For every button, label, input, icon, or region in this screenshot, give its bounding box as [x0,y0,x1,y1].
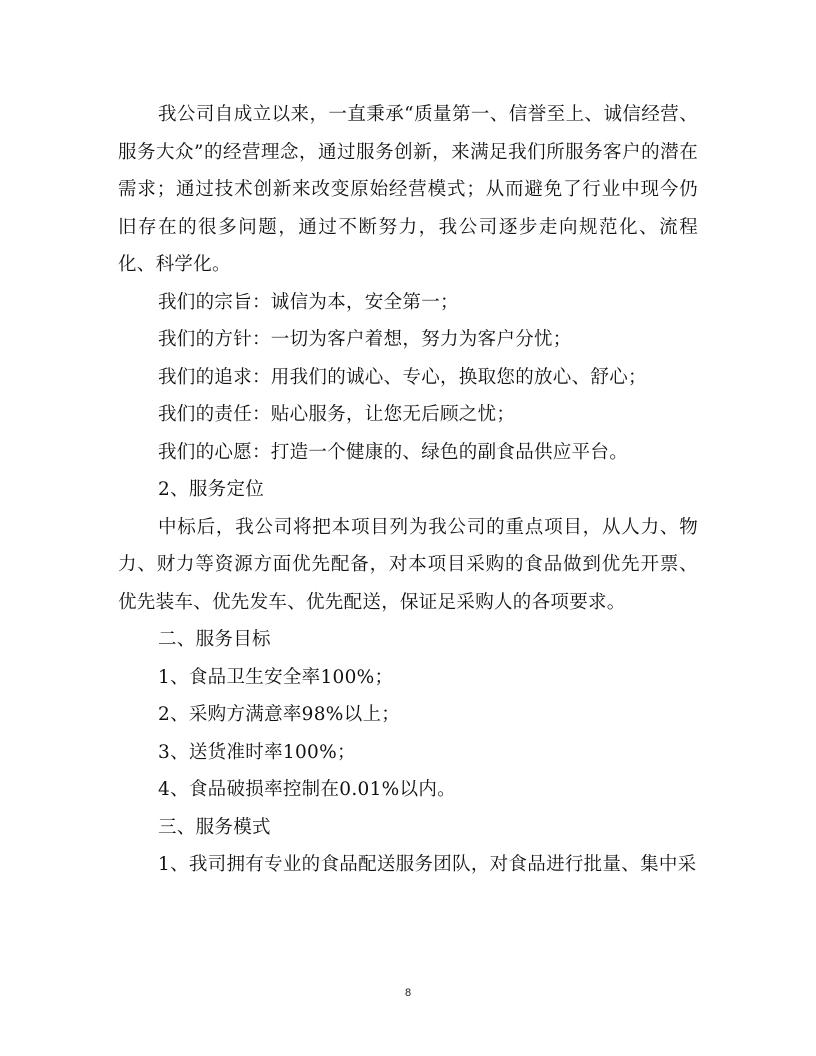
page-number: 8 [404,987,412,999]
paragraph-responsibility: 我们的责任：贴心服务，让您无后顾之忧； [158,404,516,425]
heading-service-mode: 三、服务模式 [158,816,271,838]
paragraph-purpose: 我们的宗旨：诚信为本，安全第一； [158,291,459,313]
paragraph-policy: 我们的方针：一切为客户着想，努力为客户分忧； [158,329,572,350]
goal-item-satisfaction: 2、采购方满意率98%以上； [158,704,401,725]
goal-item-food-safety: 1、食品卫生安全率100%； [158,666,394,688]
heading-service-positioning: 2、服务定位 [158,479,265,500]
goal-item-on-time: 3、送货准时率100%； [158,741,356,763]
paragraph-pursuit: 我们的追求：用我们的诚心、专心，换取您的放心、舒心； [158,366,647,388]
paragraph-after-bid: 中标后，我公司将把本项目列为我公司的重点项目，从人力、物力、财力等资源方面优先配备，对本项目采购的食品做到优先开票、优先装车、优先发车、优先配送，保证足采购人的各项要求。 [118,516,698,613]
paragraph-delivery-team: 1、我司拥有专业的食品配送服务团队，对食品进行批量、集中采 [158,854,697,875]
paragraph-wish: 我们的心愿：打造一个健康的、绿色的副食品供应平台。 [158,441,629,463]
goal-item-breakage: 4、食品破损率控制在0.01%以内。 [158,779,456,800]
paragraph-company-intro: 我公司自成立以来，一直秉承“质量第一、信誉至上、诚信经营、服务大众”的经营理念，通过服务创新，来满足我们所服务客户的潜在需求；通过技术创新来改变原始经营模式；从而避免了行业中现今仍旧存在的很多问题，通过不断努力，我公司逐步走向规范化、流程化、科学化。 [118,104,698,275]
heading-service-goals: 二、服务目标 [158,629,271,650]
document-body [118,96,698,884]
